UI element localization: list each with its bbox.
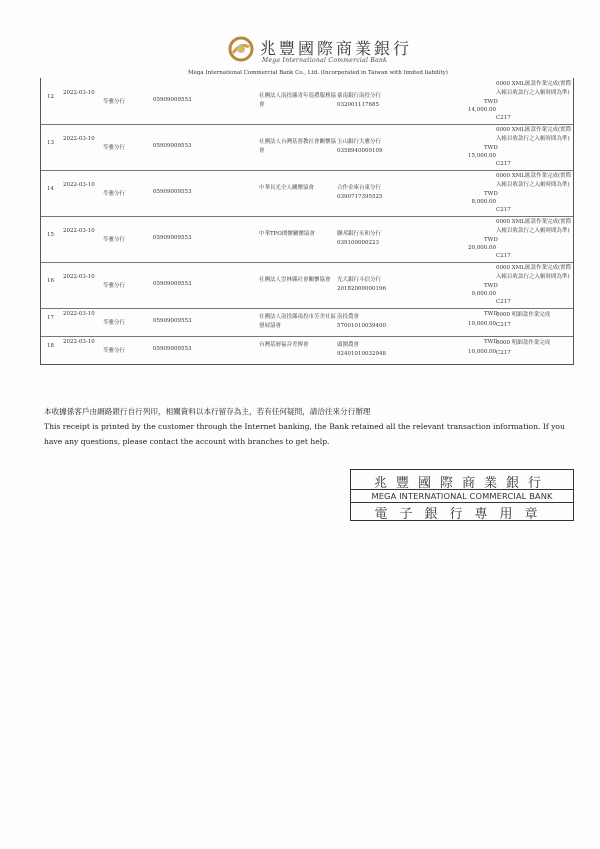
transfer-date: 2022-03-10: [63, 339, 95, 345]
payee-bank: 頭圍農會: [337, 342, 360, 348]
amount: 19,000.00: [468, 321, 496, 327]
amount: 15,000.00: [468, 153, 496, 159]
payee-bank: 聯邦銀行永和分行: [337, 231, 382, 237]
payee-name: 台灣基層福音差傳會: [259, 342, 309, 348]
transfer-date: 2022-03-10: [63, 228, 95, 234]
payee-bank: 玉山銀行大雅分行: [337, 139, 382, 145]
stamp-purpose: 電子銀行專用章: [374, 507, 550, 522]
transaction-table: [40, 78, 574, 365]
bank-name-zh: 兆豐國際商業銀行: [260, 39, 413, 58]
row-number: 17: [47, 315, 54, 321]
status-code: C217: [496, 322, 511, 328]
branch-name: 苓雅分行: [103, 191, 126, 197]
account-number: 05909009553: [153, 97, 192, 103]
bank-logo-icon: [228, 36, 254, 62]
account-number: 05909009553: [153, 281, 192, 287]
row-number: 13: [47, 140, 54, 146]
payee-name: 社團法人南投縣南投市芳美社區發展協會: [259, 314, 337, 329]
transfer-status: 0000 XML匯款作業完成(實際入帳以收款行之入帳時間為準): [496, 173, 572, 188]
payee-name: 社團法人南投縣青年巡禮服務協會: [259, 93, 337, 108]
transfer-date: 2022-03-10: [63, 136, 95, 142]
transfer-date: 2022-03-10: [63, 90, 95, 96]
amount: 8,000.00: [471, 199, 496, 205]
status-code: C217: [496, 207, 511, 213]
transfer-status: 0000 XML匯款作業完成(實際入帳以收款行之入帳時間為準): [496, 127, 572, 142]
payee-bank-account: 032001117685: [337, 102, 379, 108]
payee-name: 社團法人雲林縣社會關懷協會: [259, 277, 331, 283]
note-zh: 本收據係客戶由網路銀行自行列印，相關資料以本行留存為主，若有任何疑問，請洽往來分行辦理: [44, 407, 371, 416]
bank-name-en: Mega International Commercial Bank: [262, 57, 388, 64]
payee-bank: 合作金庫台東分行: [337, 185, 382, 191]
branch-name: 苓雅分行: [103, 283, 126, 289]
transfer-status: 0000 明細款作業完成: [496, 312, 551, 318]
bank-stamp: [350, 469, 574, 521]
status-code: C217: [496, 350, 511, 356]
amount: 14,000.00: [468, 107, 496, 113]
row-number: 15: [47, 232, 54, 238]
payee-bank: 南投農會: [337, 314, 360, 320]
note-en: This receipt is printed by the customer through the Internet banking, the Bank retained all the relevant transaction information. If you have any questions, please contact the account with branches to get help.: [44, 422, 565, 446]
status-code: C217: [496, 115, 511, 121]
payee-bank-account: 039100000223: [337, 240, 379, 246]
currency: TWD: [484, 99, 498, 105]
stamp-bank-name-en: MEGA INTERNATIONAL COMMERCIAL BANK: [351, 489, 573, 503]
branch-name: 苓雅分行: [103, 237, 126, 243]
payee-name: 社團法人台灣基督教社會關懷協會: [259, 139, 337, 154]
account-number: 05909009553: [153, 235, 192, 241]
account-number: 05909009553: [153, 143, 192, 149]
payee-name: 中華長光全人關懷協會: [259, 185, 315, 191]
payee-bank: 光大銀行斗信分行: [337, 277, 382, 283]
status-code: C217: [496, 161, 511, 167]
table-row: [41, 170, 573, 217]
payee-bank-account: 92401010032948: [337, 351, 386, 357]
table-row: [41, 78, 573, 125]
transfer-status: 0000 XML匯款作業完成(實際入帳以收款行之入帳時間為準): [496, 265, 572, 280]
receipt-notes: [44, 404, 574, 449]
bank-legal-line: Mega International Commercial Bank Co., Ltd. (Incorporated in Taiwan with limited liability): [188, 70, 448, 76]
account-number: 05909009553: [153, 189, 192, 195]
row-number: 18: [47, 343, 54, 349]
transfer-status: 0000 XML匯款作業完成(實際入帳以收款行之入帳時間為準): [496, 81, 572, 96]
payee-bank-account: 57001010039400: [337, 323, 386, 329]
amount: 20,000.00: [468, 245, 496, 251]
row-number: 16: [47, 278, 54, 284]
transfer-status: 0000 XML匯款作業完成(實際入帳以收款行之入帳時間為準): [496, 219, 572, 234]
table-row: [41, 216, 573, 263]
row-number: 12: [47, 94, 54, 100]
payee-bank: 臺南銀行南投分行: [337, 93, 382, 99]
table-row: [41, 124, 573, 171]
branch-name: 苓雅分行: [103, 99, 126, 105]
branch-name: 苓雅分行: [103, 348, 126, 354]
payee-bank-account: 0358940009109: [337, 148, 383, 154]
table-row: [41, 308, 573, 337]
currency: TWD: [484, 145, 498, 151]
table-row: [41, 336, 573, 364]
row-number: 14: [47, 186, 54, 192]
payee-bank-account: 0390717395525: [337, 194, 383, 200]
branch-name: 苓雅分行: [103, 320, 126, 326]
transfer-date: 2022-03-10: [63, 311, 95, 317]
amount: 10,000.00: [468, 349, 496, 355]
amount: 9,000.00: [471, 291, 496, 297]
payee-bank-account: 20182000000196: [337, 286, 386, 292]
currency: TWD: [484, 311, 498, 317]
transfer-status: 0000 明細款作業完成: [496, 340, 551, 346]
account-number: 05909009553: [153, 346, 192, 352]
table-row: [41, 262, 573, 309]
branch-name: 苓雅分行: [103, 145, 126, 151]
account-number: 05909009553: [153, 318, 192, 324]
currency: TWD: [484, 339, 498, 345]
transfer-date: 2022-03-10: [63, 274, 95, 280]
currency: TWD: [484, 191, 498, 197]
status-code: C217: [496, 253, 511, 259]
currency: TWD: [484, 283, 498, 289]
payee-name: 中華TPO関懷關懷協會: [259, 231, 315, 237]
transfer-date: 2022-03-10: [63, 182, 95, 188]
currency: TWD: [484, 237, 498, 243]
status-code: C217: [496, 299, 511, 305]
stamp-bank-name: 兆豐國際商業銀行: [373, 476, 550, 491]
